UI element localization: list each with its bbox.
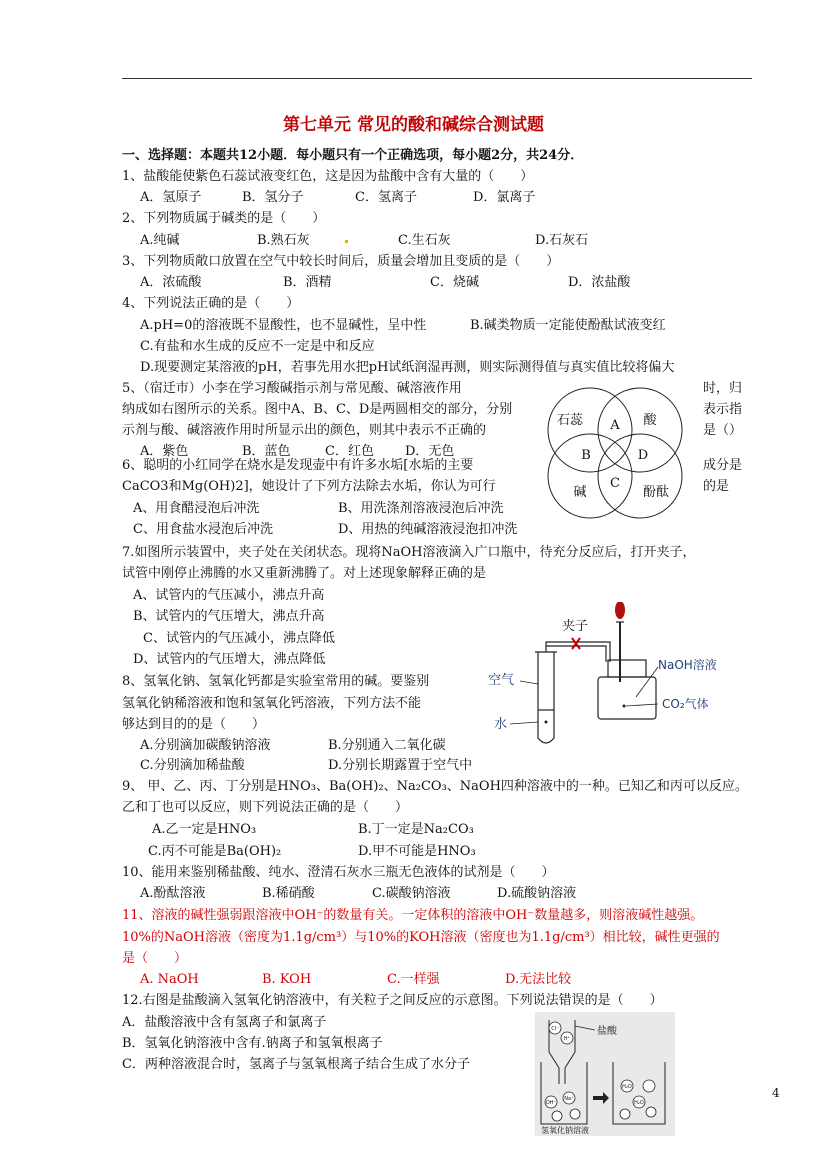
q6-option-d: D、用热的纯碱溶液浸泡扣冲洗 — [338, 522, 518, 537]
section-heading: 一、选择题：本题共12小题．每小题只有一个正确选项，每小题2分，共24分． — [122, 148, 584, 163]
q6-line2-tail: 的是 — [703, 479, 730, 494]
q12-option-c: C．两种溶液混合时，氢离子与氢氧根离子结合生成了水分子 — [122, 1057, 470, 1072]
q8-line3: 够达到目的的是（ ） — [122, 717, 266, 732]
q5-line2: 纳成如右图所示的关系。图中A、B、C、D是两圆相交的部分，分别 — [122, 402, 513, 417]
venn-label-litmus: 石蕊 — [556, 413, 584, 428]
q8-option-d: D.分别长期露置于空气中 — [328, 758, 473, 773]
label-water: 水 — [494, 717, 508, 732]
wide-mouth-bottle — [598, 677, 656, 719]
q8-line1: 8、氢氧化钠、氢氧化钙都是实验室常用的碱。要鉴别 — [122, 674, 430, 689]
q5-option-d: D．无色 — [405, 444, 455, 459]
q9-line1: 9、 甲、乙、丙、丁分别是HNO₃、Ba(OH)₂、Na₂CO₃、NaOH四种溶液中的一种。已知乙和丙可以反应。 — [122, 779, 748, 794]
label-co2-gas: CO₂气体 — [662, 697, 709, 711]
q11-option-a: A. NaOH — [140, 972, 199, 987]
apparatus-figure — [486, 602, 738, 752]
q10-option-d: D.硫酸钠溶液 — [497, 886, 577, 901]
venn-region-c: C — [610, 476, 620, 491]
q10-option-b: B.稀硝酸 — [262, 886, 315, 901]
q10-option-a: A.酚酞溶液 — [140, 886, 206, 901]
q5-line2-tail: 表示指 — [703, 402, 743, 417]
q11-line2: 10%的NaOH溶液（密度为1.1g/cm³）与10%的KOH溶液（密度也为1.1g/cm³）相比较，碱性更强的 — [122, 930, 720, 945]
stray-mark — [345, 240, 348, 243]
q9-option-d: D.甲不可能是HNO₃ — [358, 844, 476, 859]
q6-line2: CaCO3和Mg(OH)2]，她设计了下列方法除去水垢，你认为可行 — [122, 479, 496, 494]
clip-icon — [572, 638, 580, 649]
molecule-h2o-2: H₂O — [634, 1100, 644, 1106]
q2-stem: 2、下列物质属于碱类的是（ ） — [122, 211, 326, 226]
q4-option-d: D.现要测定某溶液的pH，若事先用水把pH试纸润湿再测，则实际测得值与真实值比较将偏大 — [140, 360, 675, 375]
q12-option-a: A．盐酸溶液中含有氢离子和氯离子 — [122, 1015, 327, 1030]
ion-oh: OH⁻ — [545, 1100, 557, 1106]
q6-option-b: B、用洗涤剂溶液浸泡后冲洗 — [338, 501, 504, 516]
q4-option-a: A.pH=0的溶液既不显酸性，也不显碱性，呈中性 — [140, 318, 427, 333]
label-air: 空气 — [488, 673, 515, 688]
q4-option-b: B.碱类物质一定能使酚酞试液变红 — [470, 318, 666, 333]
q7-option-a: A、试管内的气压减小，沸点升高 — [133, 588, 325, 603]
label-hcl: 盐酸 — [597, 1026, 617, 1037]
q1-option-c: C．氢离子 — [355, 190, 417, 205]
q10-option-c: C.碳酸钠溶液 — [372, 886, 451, 901]
q9-option-c: C.丙不可能是Ba(OH)₂ — [148, 844, 282, 859]
q7-option-b: B、试管内的气压增大，沸点升高 — [133, 609, 325, 624]
q1-option-d: D．氯离子 — [473, 190, 536, 205]
q3-option-b: B．酒精 — [283, 275, 332, 290]
venn-label-phenolphthalein: 酚酞 — [642, 485, 670, 500]
label-clip: 夹子 — [562, 619, 589, 634]
q9-option-a: A.乙一定是HNO₃ — [152, 822, 257, 837]
page-number: 4 — [772, 1086, 780, 1100]
venn-label-acid: 酸 — [643, 413, 657, 428]
q7-option-d: D、试管内的气压增大，沸点降低 — [133, 652, 326, 667]
ion-cl: Cl⁻ — [551, 1026, 559, 1032]
q8-line2: 氢氧化钠稀溶液和饱和氢氧化钙溶液，下列方法不能 — [122, 696, 422, 711]
q2-option-a: A.纯碱 — [140, 233, 180, 248]
molecule-h2o: H₂O — [622, 1084, 632, 1090]
q3-option-d: D．浓盐酸 — [568, 275, 631, 290]
q4-option-c: C.有盐和水生成的反应不一定是中和反应 — [140, 339, 375, 354]
q9-line2: 乙和丁也可以反应，则下列说法正确的是（ ） — [122, 800, 409, 815]
q1-stem: 1、盐酸能使紫色石蕊试液变红色，这是因为盐酸中含有大量的（ ） — [122, 169, 534, 184]
q6-option-a: A、用食醋浸泡后冲洗 — [133, 501, 260, 516]
q8-option-b: B.分别通入二氧化碳 — [328, 738, 446, 753]
reaction-diagram — [535, 1012, 675, 1136]
q11-line1: 11、溶液的碱性强弱跟溶液中OH⁻的数量有关。一定体积的溶液中OH⁻数量越多，则溶液碱性越强。 — [122, 908, 704, 923]
venn-region-d: D — [637, 448, 649, 463]
ion-na: Na⁺ — [564, 1096, 574, 1102]
q5-line3: 示剂与酸、碱溶液作用时所显示出的颜色，则其中表示不正确的 — [122, 423, 487, 438]
q8-option-a: A.分别滴加碳酸钠溶液 — [140, 738, 271, 753]
venn-diagram — [540, 384, 692, 522]
header-rule — [122, 78, 752, 79]
venn-region-b: B — [581, 448, 591, 463]
q11-option-d: D.无法比较 — [505, 972, 572, 987]
q7-line1: 7.如图所示装置中，夹子处在关闭状态。现将NaOH溶液滴入广口瓶中，待充分反应后，打开夹子， — [122, 545, 696, 560]
q3-stem: 3、下列物质敞口放置在空气中较长时间后，质量会增加且变质的是（ ） — [122, 254, 560, 269]
q2-option-d: D.石灰石 — [535, 233, 589, 248]
q5-line3-tail: 是（） — [703, 423, 743, 438]
q1-option-a: A．氢原子 — [140, 190, 202, 205]
venn-label-base: 碱 — [573, 485, 587, 500]
q7-option-c: C、试管内的气压减小，沸点降低 — [143, 631, 335, 646]
q3-option-c: C．烧碱 — [430, 275, 479, 290]
q6-line1-tail: 成分是 — [703, 458, 743, 473]
dropper-bulb — [615, 602, 625, 619]
label-naoh-solution-beaker: 氢氧化钠溶液 — [541, 1126, 589, 1135]
ion-h: H⁺ — [563, 1036, 571, 1042]
q6-line1: 6、聪明的小红同学在烧水是发现壶中有许多水垢[水垢的主要 — [122, 458, 474, 473]
label-naoh-solution: NaOH溶液 — [658, 658, 717, 672]
q11-line3: 是（ ） — [122, 951, 188, 966]
q2-option-c: C.生石灰 — [398, 233, 451, 248]
q12-stem: 12.右图是盐酸滴入氢氧化钠溶液中，有关粒子之间反应的示意图。下列说法错误的是（ ） — [122, 993, 663, 1008]
q1-option-b: B．氢分子 — [242, 190, 304, 205]
q11-option-c: C.一样强 — [387, 972, 440, 987]
q8-option-c: C.分别滴加稀盐酸 — [140, 758, 245, 773]
q10-stem: 10、能用来鉴别稀盐酸、纯水、澄清石灰水三瓶无色液体的试剂是（ ） — [122, 865, 555, 880]
q5-option-c: C．红色 — [325, 444, 374, 459]
q5-option-b: B．蓝色 — [242, 444, 291, 459]
q2-option-b: B.熟石灰 — [257, 233, 310, 248]
q5-option-a: A．紫色 — [140, 444, 189, 459]
q5-line1: 5、（宿迁市）小李在学习酸碱指示剂与常见酸、碱溶液作用 — [122, 381, 462, 396]
q6-option-c: C、用食盐水浸泡后冲洗 — [133, 522, 273, 537]
q4-stem: 4、下列说法正确的是（ ） — [122, 296, 300, 311]
q5-line1-tail: 时，归 — [703, 381, 743, 396]
test-tube — [538, 652, 554, 743]
venn-region-a: A — [610, 418, 620, 433]
page-title: 第七单元 常见的酸和碱综合测试题 — [283, 115, 544, 135]
q3-option-a: A．浓硫酸 — [140, 275, 202, 290]
q7-line2: 试管中刚停止沸腾的水又重新沸腾了。对上述现象解释正确的是 — [122, 566, 487, 581]
q9-option-b: B.丁一定是Na₂CO₃ — [358, 822, 474, 837]
q12-option-b: B．氢氧化钠溶液中含有.钠离子和氢氧根离子 — [122, 1036, 383, 1051]
q11-option-b: B. KOH — [262, 972, 312, 987]
